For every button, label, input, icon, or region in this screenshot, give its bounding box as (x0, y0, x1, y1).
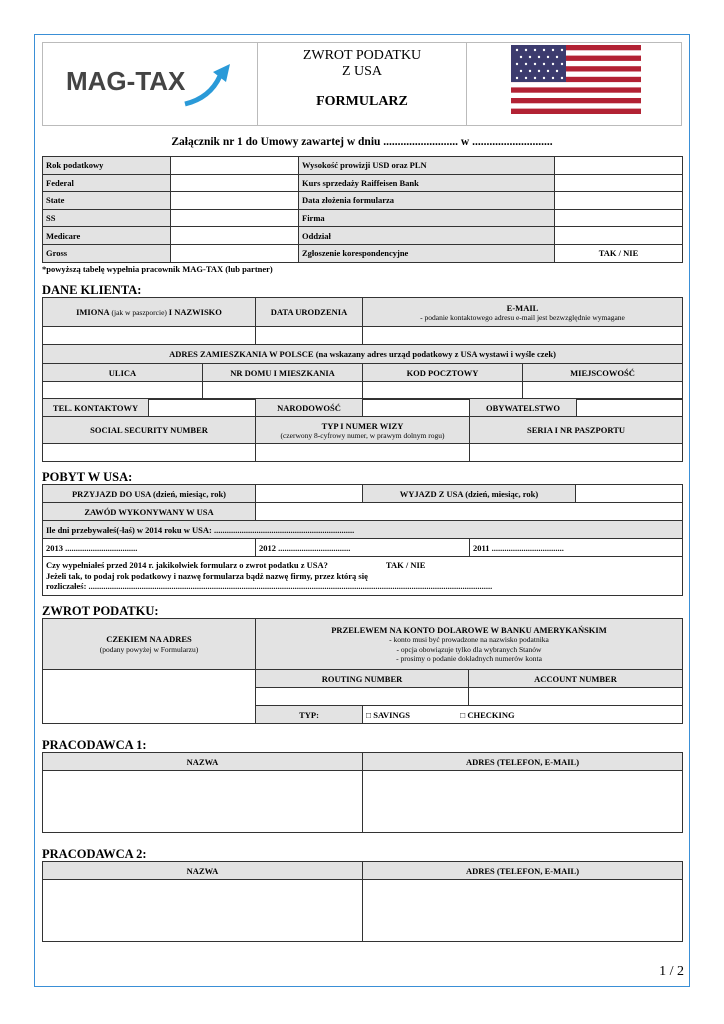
city-header: MIEJSCOWOŚĆ (523, 364, 683, 382)
departure-field[interactable] (576, 485, 683, 503)
routing-field[interactable] (256, 688, 469, 706)
page-number: 1 / 2 (659, 964, 684, 979)
employer2-address-field[interactable] (363, 880, 683, 942)
cheque-option[interactable]: CZEKIEM NA ADRES (podany powyżej w Formularzu) (43, 619, 256, 670)
visa-header: TYP I NUMER WIZY (czerwony 8-cyfrowy numer, w prawym dolnym rogu) (256, 417, 470, 444)
names-field[interactable] (43, 327, 256, 345)
days-in-usa[interactable]: Ile dni przebywałeś(-łaś) w 2014 roku w USA: .................................................................. (43, 521, 683, 539)
dob-header: DATA URODZENIA (256, 298, 363, 327)
account-type (363, 706, 683, 724)
commission-field[interactable] (555, 157, 683, 175)
gross-field[interactable] (171, 244, 299, 262)
annex-line: Załącznik nr 1 do Umowy zawartej w dniu .......................... w ............................ (171, 136, 553, 148)
label-correspondence: Zgłoszenie korespondencyjne (299, 244, 555, 262)
year-2012[interactable]: 2012 .................................. (256, 539, 470, 557)
profession-header: ZAWÓD WYKONYWANY W USA (43, 503, 256, 521)
city-field[interactable] (523, 382, 683, 400)
nationality-header: NARODOWOŚĆ (256, 399, 363, 417)
label-tax-year: Rok podatkowy (43, 157, 171, 175)
label-federal: Federal (43, 174, 171, 192)
arrival-field[interactable] (256, 485, 363, 503)
transfer-option[interactable]: PRZELEWEM NA KONTO DOLAROWE W BANKU AMERYKAŃSKIM - konto musi być prowadzone na nazwisko podatnika - opcja obowiązuje tylko dla wybranych Stanów - prosimy o podanie dokładnych numerów konta (256, 619, 683, 670)
type-label: TYP: (256, 706, 363, 724)
account-field[interactable] (469, 688, 683, 706)
postal-field[interactable] (363, 382, 523, 400)
client-table-2 (42, 344, 683, 400)
label-exchange-rate: Kurs sprzedaży Raiffeisen Bank (299, 174, 555, 192)
savings-checkbox[interactable]: □ SAVINGS (366, 709, 410, 720)
routing-header: ROUTING NUMBER (256, 670, 469, 688)
label-medicare: Medicare (43, 227, 171, 245)
label-gross: Gross (43, 244, 171, 262)
phone-header: TEL. KONTAKTOWY (43, 399, 149, 417)
employer1-address-field[interactable] (363, 771, 683, 833)
house-field[interactable] (203, 382, 363, 400)
tax-year-field[interactable] (171, 157, 299, 175)
account-header: ACCOUNT NUMBER (469, 670, 683, 688)
employer1-heading: PRACODAWCA 1: (42, 738, 147, 752)
ssn-header: SOCIAL SECURITY NUMBER (43, 417, 256, 444)
visa-field[interactable] (256, 444, 470, 462)
employer2-name-field[interactable] (43, 880, 363, 942)
title-line-1: ZWROT PODATKU (302, 48, 422, 63)
ss-field[interactable] (171, 209, 299, 227)
employer1-name-header: NAZWA (43, 753, 363, 771)
phone-field[interactable] (149, 399, 256, 417)
stay-heading: POBYT W USA: (42, 470, 133, 484)
correspondence-tak-nie[interactable]: TAK / NIE (555, 244, 683, 262)
client-table-3 (42, 398, 683, 462)
label-branch: Oddział (299, 227, 555, 245)
logo (60, 58, 240, 106)
employer2-heading: PRACODAWCA 2: (42, 847, 147, 861)
employer1-table (42, 752, 683, 833)
cheque-field[interactable] (43, 670, 256, 724)
employer1-name-field[interactable] (43, 771, 363, 833)
label-submission-date: Data złożenia formularza (299, 192, 555, 210)
employer2-name-header: NAZWA (43, 862, 363, 880)
label-state: State (43, 192, 171, 210)
refund-table (42, 618, 683, 724)
departure-header: WYJAZD Z USA (dzień, miesiąc, rok) (363, 485, 576, 503)
employer2-address-header: ADRES (TELEFON, E-MAIL) (363, 862, 683, 880)
street-header: ULICA (43, 364, 203, 382)
street-field[interactable] (43, 382, 203, 400)
label-ss: SS (43, 209, 171, 227)
client-heading: DANE KLIENTA: (42, 283, 142, 297)
federal-field[interactable] (171, 174, 299, 192)
employer2-table (42, 861, 683, 942)
year-2011[interactable]: 2011 .................................. (470, 539, 683, 557)
company-field[interactable] (555, 209, 683, 227)
postal-header: KOD POCZTOWY (363, 364, 523, 382)
profession-field[interactable] (256, 503, 683, 521)
passport-header: SERIA I NR PASZPORTU (470, 417, 683, 444)
medicare-field[interactable] (171, 227, 299, 245)
previous-form-question[interactable]: Czy wypełniałeś przed 2014 r. jakikolwiek formularz o zwrot podatku z USA? TAK / NIE Jeżeli tak, to podaj rok podatkowy i nazwę formularza bądź nazwę firmy, przez którą się rozliczałeś: .............................................................................................................................................................................................. (43, 557, 683, 596)
nationality-field[interactable] (363, 399, 470, 417)
citizenship-header: OBYWATELSTWO (470, 399, 577, 417)
email-header: E-MAIL - podanie kontaktowego adresu e-mail jest bezwzględnie wymagane (363, 298, 683, 327)
house-header: NR DOMU I MIESZKANIA (203, 364, 363, 382)
exchange-rate-field[interactable] (555, 174, 683, 192)
arrival-header: PRZYJAZD DO USA (dzień, miesiąc, rok) (43, 485, 256, 503)
citizenship-field[interactable] (577, 399, 683, 417)
address-header: ADRES ZAMIESZKANIA W POLSCE (na wskazany adres urząd podatkowy z USA wystawi i wyśle czek) (43, 345, 683, 364)
title-line-3: FORMULARZ (316, 94, 408, 109)
stay-table (42, 484, 683, 596)
email-field[interactable] (363, 327, 683, 345)
us-flag-icon (511, 45, 641, 114)
title-line-2: Z USA (341, 64, 383, 79)
names-header: IMIONA (jak w paszporcie) I NAZWISKO (43, 298, 256, 327)
state-field[interactable] (171, 192, 299, 210)
office-table (42, 156, 683, 263)
branch-field[interactable] (555, 227, 683, 245)
dob-field[interactable] (256, 327, 363, 345)
checking-checkbox[interactable]: □ CHECKING (460, 709, 515, 720)
office-note: *powyższą tabelę wypełnia pracownik MAG-TAX (lub partner) (42, 264, 273, 274)
logo-text: MAG-TAX (66, 66, 186, 96)
ssn-field[interactable] (43, 444, 256, 462)
submission-date-field[interactable] (555, 192, 683, 210)
year-2013[interactable]: 2013 .................................. (43, 539, 256, 557)
label-commission: Wysokość prowizji USD oraz PLN (299, 157, 555, 175)
client-table-1 (42, 297, 683, 345)
label-company: Firma (299, 209, 555, 227)
passport-field[interactable] (470, 444, 683, 462)
employer1-address-header: ADRES (TELEFON, E-MAIL) (363, 753, 683, 771)
refund-heading: ZWROT PODATKU: (42, 604, 159, 618)
